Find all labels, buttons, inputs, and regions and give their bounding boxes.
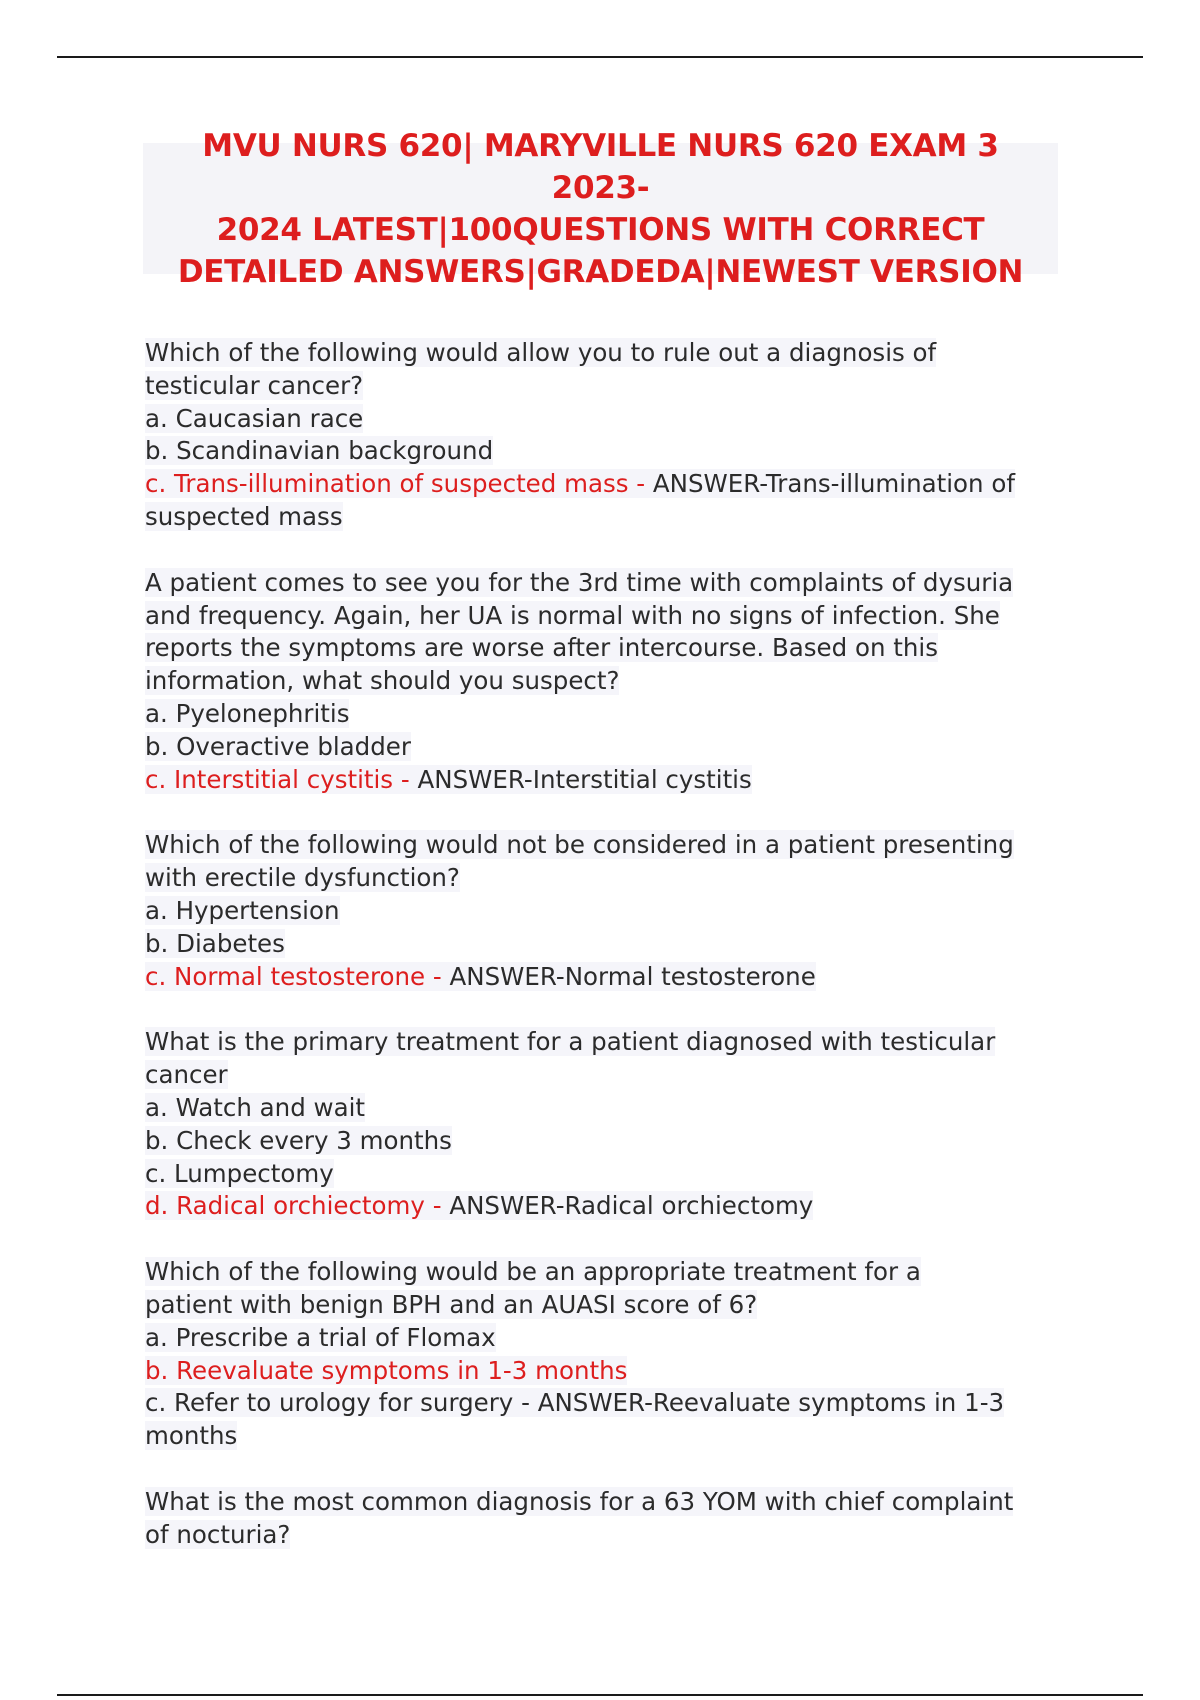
answer-text: ANSWER-Radical orchiectomy [449,1191,814,1221]
answer-option: a. Caucasian race [145,403,364,433]
question-2 [145,567,1065,797]
title-line: MVU NURS 620| MARYVILLE NURS 620 EXAM 3 2023- [202,127,999,206]
title-line: DETAILED ANSWERS|GRADEDA|NEWEST VERSION [177,253,1024,290]
question-3 [145,829,1065,993]
question-1 [145,337,1065,534]
title-line: 2024 LATEST|100QUESTIONS WITH CORRECT [216,211,985,248]
answer-text: ANSWER-Trans-illumination of [652,469,1015,499]
question-stem: What is the primary treatment for a patient diagnosed with testicular [145,1027,996,1057]
answer-text: suspected mass [145,501,343,531]
answer-option: a. Prescribe a trial of Flomax [145,1322,496,1352]
answer-option: b. Scandinavian background [145,436,494,466]
answer-text: months [145,1421,238,1451]
question-5 [145,1256,1065,1453]
bottom-rule [57,1694,1143,1696]
question-4 [145,1026,1065,1223]
correct-option: c. Interstitial cystitis - [145,764,410,794]
correct-option: c. Trans-illumination of suspected mass [145,469,629,499]
question-stem: of nocturia? [145,1519,291,1549]
correct-option: d. Radical orchiectomy [145,1191,425,1221]
answer-separator: - [424,1191,450,1221]
question-stem: information, what should you suspect? [145,666,620,696]
question-stem: reports the symptoms are worse after intercourse. Based on this [145,633,938,663]
answer-option: a. Hypertension [145,895,340,925]
question-stem: Which of the following would not be considered in a patient presenting [145,830,1014,860]
question-stem: What is the most common diagnosis for a 63 YOM with chief complaint [145,1486,1014,1516]
question-stem: and frequency. Again, her UA is normal with no signs of infection. She [145,600,1000,630]
question-stem: A patient comes to see you for the 3rd time with complaints of dysuria [145,567,1014,597]
document-title [151,125,1051,293]
question-stem: patient with benign BPH and an AUASI score of 6? [145,1289,758,1319]
answer-separator: - [628,469,653,499]
correct-option: c. Normal testosterone [145,961,426,991]
title-banner [143,127,1058,290]
answer-option: a. Watch and wait [145,1092,365,1122]
answer-text: ANSWER-Normal testosterone [449,961,816,991]
question-stem: cancer [145,1060,228,1090]
answer-option: b. Diabetes [145,928,285,958]
answer-option: c. Lumpectomy [145,1158,334,1188]
answer-option: c. Refer to urology for surgery - ANSWER-Reevaluate symptoms in 1-3 [145,1388,1005,1418]
correct-option: b. Reevaluate symptoms in 1-3 months [145,1355,628,1385]
answer-separator [410,765,418,794]
answer-option: b. Check every 3 months [145,1125,452,1155]
question-6 [145,1486,1065,1552]
answer-text: ANSWER-Interstitial cystitis [417,764,752,794]
question-stem: Which of the following would allow you to rule out a diagnosis of [145,338,937,367]
question-stem: with erectile dysfunction? [145,863,460,893]
answer-option: a. Pyelonephritis [145,698,350,728]
answer-separator: - [425,961,450,991]
top-rule [57,56,1143,58]
question-list [145,337,1065,1585]
question-stem: testicular cancer? [145,370,364,400]
question-stem: Which of the following would be an appropriate treatment for a [145,1257,921,1287]
answer-option: b. Overactive bladder [145,731,411,761]
